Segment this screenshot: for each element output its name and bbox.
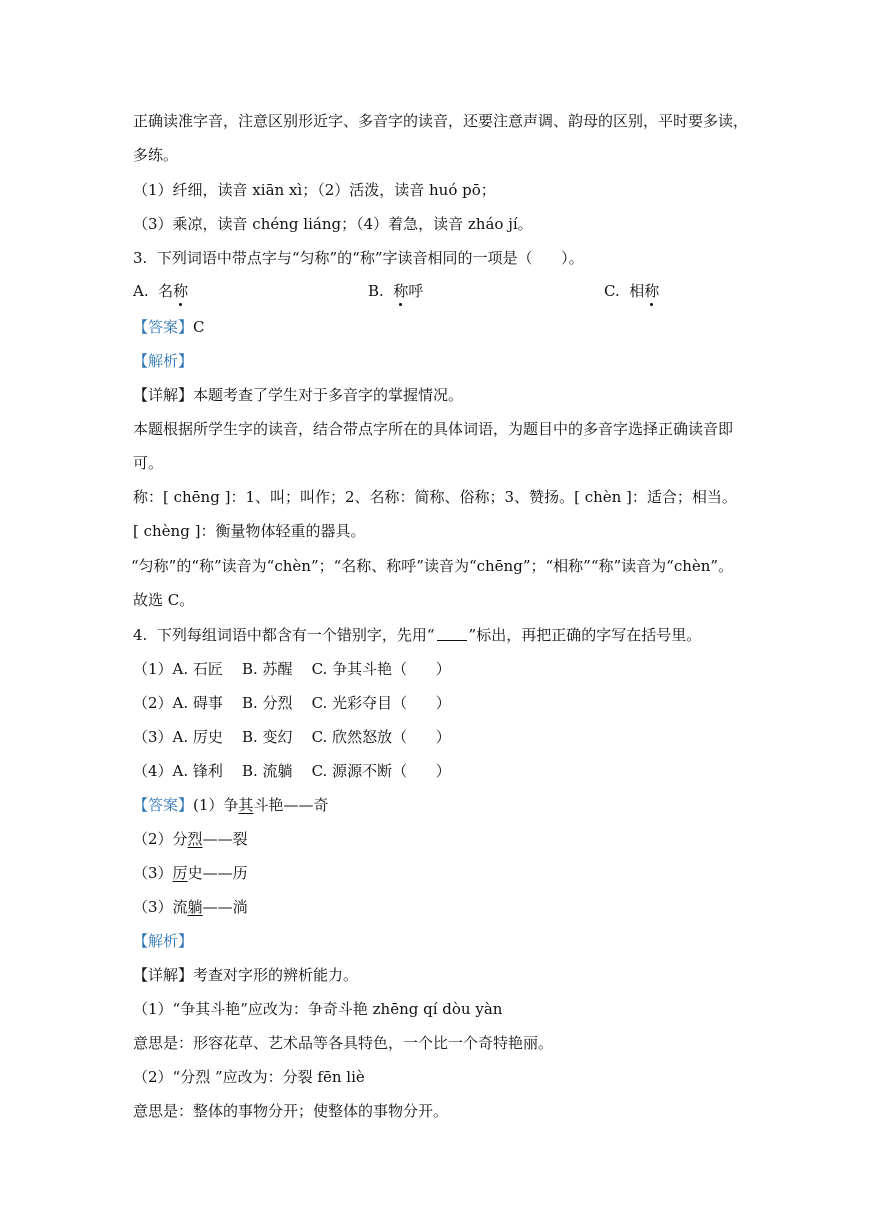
text-line: （2）“分烈 ”应改为：分裂 fēn liè — [133, 1068, 365, 1086]
emphasis-dot-char: 称 — [644, 282, 660, 300]
emphasis-dot-char: 称 — [173, 282, 189, 300]
text-line: （1）“争其斗艳”应改为：争奇斗艳 zhēng qí dòu yàn — [133, 1000, 503, 1018]
question-3: 3. 下列词语中带点字与“匀称”的“称”字读音相同的一项是（ ）。 — [133, 249, 584, 267]
answer-tag: 【答案】 — [133, 796, 194, 814]
q3-analysis-tag: 【解析】 — [133, 352, 194, 370]
q4-item: （3）A. 厉史 B. 变幻 C. 欣然怒放（ ） — [133, 728, 451, 746]
emphasis-dot-char: 称 — [393, 282, 409, 300]
q4-answer: 【答案】(1）争其斗艳——奇 — [133, 796, 329, 814]
q3-option-c: C. 相称 — [604, 282, 660, 300]
text-line: 意思是：整体的事物分开；使整体的事物分开。 — [133, 1102, 449, 1120]
q3-answer: 【答案】C — [133, 318, 205, 336]
q4-answer-line: （3）流躺——淌 — [133, 898, 248, 916]
text-line: 故选 C。 — [133, 591, 195, 609]
text-line: 多练。 — [133, 146, 179, 164]
q4-item: （4）A. 锋利 B. 流躺 C. 源源不断（ ） — [133, 762, 451, 780]
text-line: 可。 — [133, 454, 164, 472]
text-line: 正确读准字音，注意区别形近字、多音字的读音，还要注意声调、韵母的区别，平时要多读， — [133, 112, 749, 130]
underlined-char: 躺 — [187, 898, 203, 916]
q4-item: （1）A. 石匠 B. 苏醒 C. 争其斗艳（ ） — [133, 660, 451, 678]
q4-item: （2）A. 碍事 B. 分烈 C. 光彩夺目（ ） — [133, 694, 451, 712]
text-line: 【详解】考查对字形的辨析能力。 — [133, 966, 359, 984]
underline-mark — [437, 626, 467, 641]
text-line: 称：[ chēng ]：1、叫；叫作；2、名称：简称、俗称；3、赞扬。[ chèn ]：适合；相当。 — [133, 488, 737, 506]
q4-answer-line: （2）分烈——裂 — [133, 830, 248, 848]
text-line: （3）乘凉，读音 chéng liáng；（4）着急，读音 zháo jí。 — [133, 215, 533, 233]
text-line: 本题根据所学生字的读音，结合带点字所在的具体词语，为题目中的多音字选择正确读音即 — [133, 420, 734, 438]
text-line: “匀称”的“称”读音为“chèn”；“名称、称呼”读音为“chēng”；“相称”“称”读音为“chèn”。 — [131, 557, 734, 575]
q4-answer-line: （3）厉史——历 — [133, 864, 248, 882]
answer-tag: 【答案】 — [133, 318, 194, 336]
text-line: 【详解】本题考查了学生对于多音字的掌握情况。 — [133, 386, 464, 404]
q4-analysis-tag: 【解析】 — [133, 932, 194, 950]
text-line: [ chèng ]：衡量物体轻重的器具。 — [133, 522, 366, 540]
q3-option-b: B. 称呼 — [368, 282, 424, 300]
underlined-char: 烈 — [187, 830, 203, 848]
underlined-char: 厉 — [172, 864, 188, 882]
text-line: 意思是：形容花草、艺术品等各具特色，一个比一个奇特艳丽。 — [133, 1034, 554, 1052]
question-4: 4. 下列每组词语中都含有一个错别字，先用“ ”标出，再把正确的字写在括号里。 — [133, 626, 702, 644]
underlined-char: 其 — [238, 796, 254, 814]
text-line: （1）纤细，读音 xiān xì；（2）活泼，读音 huó pō； — [133, 181, 496, 199]
q3-option-a: A. 名称 — [133, 282, 189, 300]
